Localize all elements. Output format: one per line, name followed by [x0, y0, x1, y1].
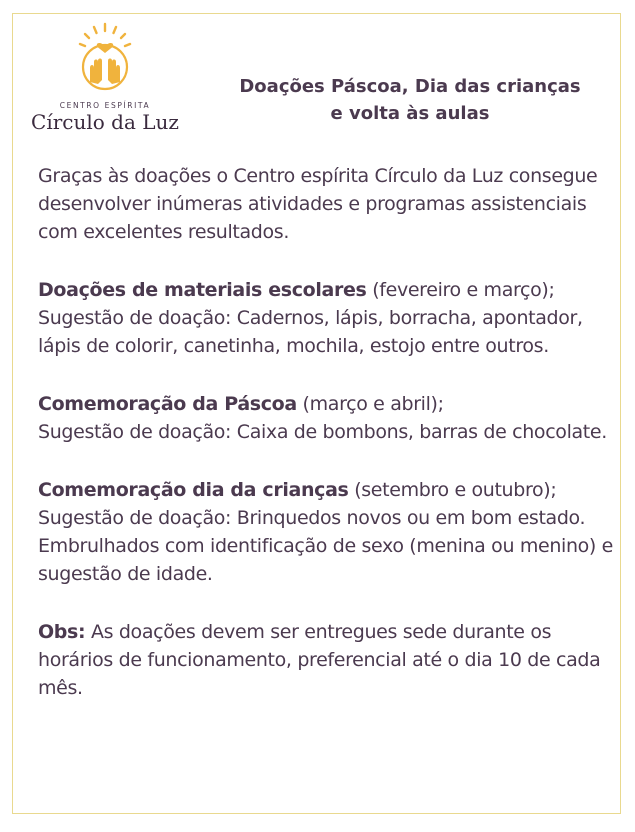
- section-easter: [38, 390, 618, 446]
- intro-paragraph: Graças às doações o Centro espírita Círculo da Luz consegue desenvolver inúmeras atividades e programas assistenciais com excelentes resultados.: [38, 165, 598, 243]
- section-heading: Comemoração dia da crianças: [38, 479, 349, 501]
- heart-hands-sun-icon: [78, 22, 132, 96]
- section-text: Sugestão de doação: Caixa de bombons, barras de chocolate.: [38, 421, 607, 443]
- title-line-1: Doações Páscoa, Dia das crianças: [239, 76, 581, 97]
- logo-subtitle: CENTRO ESPÍRITA: [59, 101, 151, 110]
- logo-name: Círculo da Luz: [31, 110, 179, 134]
- section-period: (março e abril);: [296, 393, 444, 415]
- obs-label: Obs:: [38, 621, 86, 643]
- title-line-2: e volta às aulas: [330, 103, 490, 124]
- section-text: Sugestão de doação: Cadernos, lápis, borracha, apontador, lápis de colorir, canetinha, mochila, estojo entre outros.: [38, 307, 583, 357]
- section-text: Sugestão de doação: Brinquedos novos ou em bom estado. Embrulhados com identificação de sexo (menina ou menino) e sugestão de idade.: [38, 507, 613, 585]
- content: [38, 162, 618, 732]
- logo: [30, 22, 180, 132]
- section-heading: Comemoração da Páscoa: [38, 393, 297, 415]
- page-title: [220, 73, 600, 127]
- section-childrens-day: [38, 476, 618, 588]
- obs-text: As doações devem ser entregues sede durante os horários de funcionamento, preferencial até o dia 10 de cada mês.: [38, 621, 601, 699]
- section-period: (setembro e outubro);: [348, 479, 557, 501]
- obs-paragraph: [38, 618, 618, 702]
- section-school-supplies: [38, 276, 618, 360]
- section-heading: Doações de materiais escolares: [38, 279, 367, 301]
- section-period: (fevereiro e março);: [366, 279, 555, 301]
